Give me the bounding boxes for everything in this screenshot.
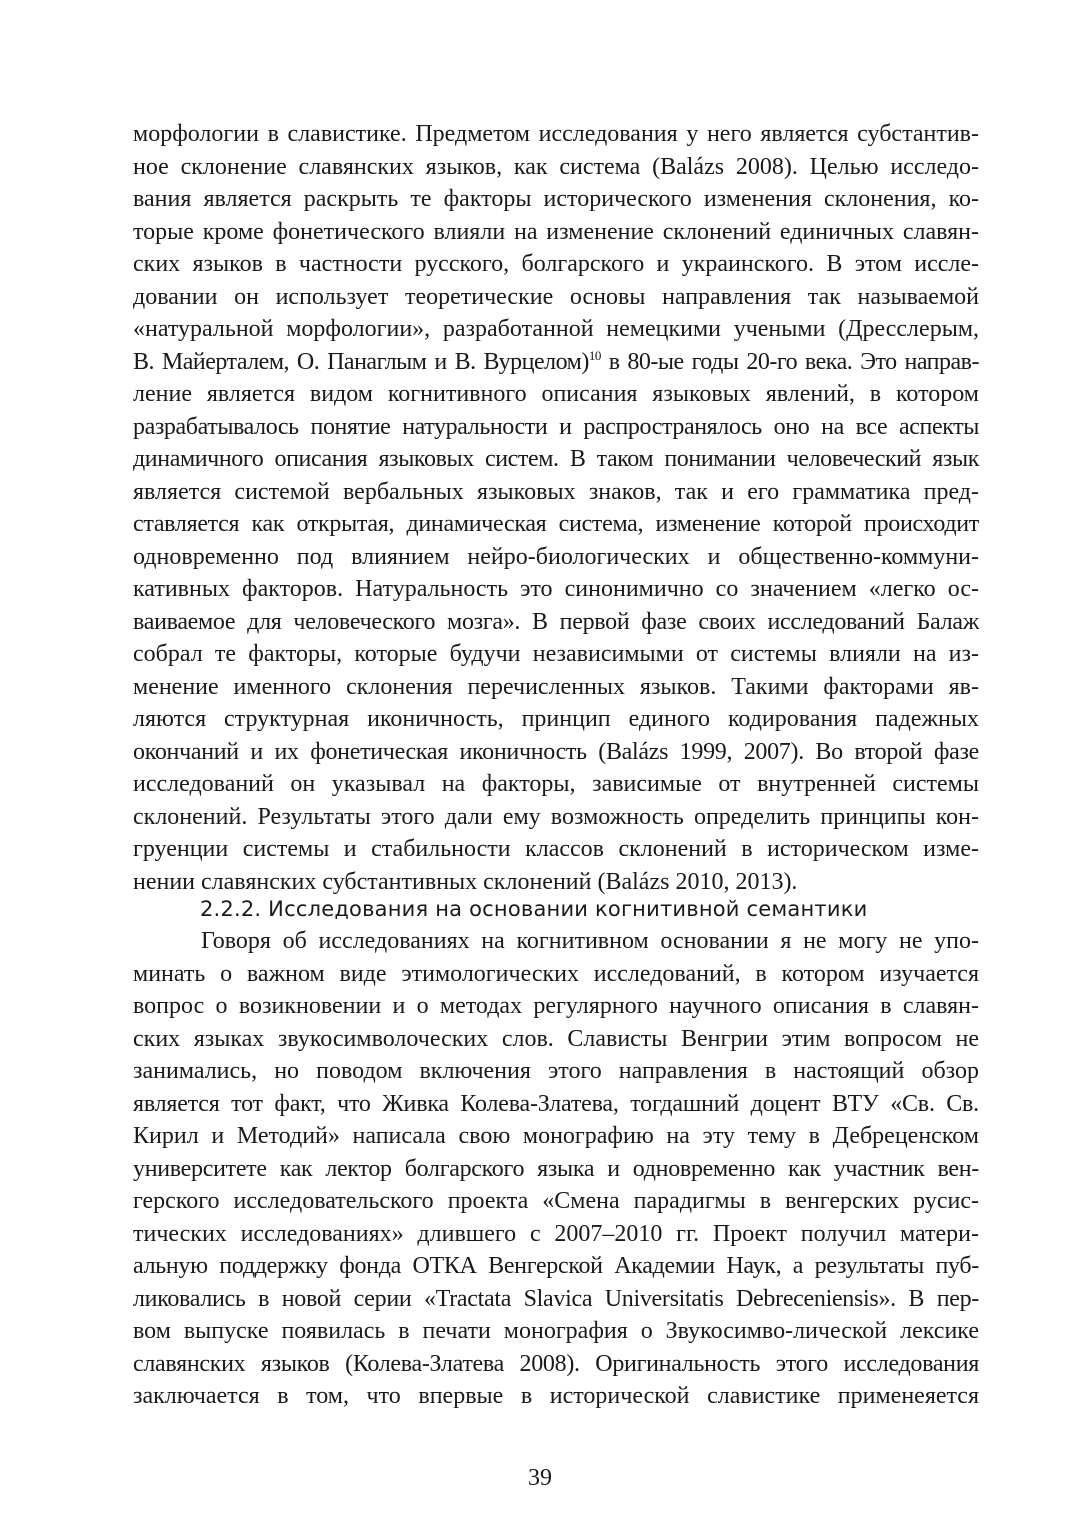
text-line: тических исследованиях» длившего с 2007–2010 гг. Проект получил матери-	[133, 1220, 979, 1247]
text-line: окончаний и их фонетическая иконичность (Balázs 1999, 2007). Во второй фазе	[133, 738, 979, 765]
text-line: ликовались в новой серии «Tractata Slavica Universitatis Debreceniensis». В пер-	[133, 1285, 979, 1312]
text-line: собрал те факторы, которые будучи независимыми от системы влияли на из-	[133, 641, 979, 667]
text-line: менение именного склонения перечисленных языков. Такими факторами яв-	[133, 673, 979, 700]
text-line: вания является раскрыть те факторы исторического изменения склонения, ко-	[133, 186, 979, 212]
text-line: вом выпуске появилась в печати монография о Звукосимво-лической лексике	[133, 1318, 979, 1344]
text-line: заключается в том, что впервые в исторической славистике применеяется	[133, 1383, 979, 1409]
text-line: ное склонение славянских языков, как система (Balázs 2008). Целью исследо-	[133, 153, 979, 180]
text-line: вопрос о возикновении и о методах регулярного научного описания в славян-	[133, 993, 979, 1019]
text-line: университете как лектор болгарского языка и одновременно как участник вен-	[133, 1155, 979, 1182]
text-line: Говоря об исследованиях на когнитивном основании я не могу не упо-	[201, 928, 979, 954]
text-line: динамичного описания языковых систем. В таком понимании человеческий язык	[133, 446, 979, 472]
text-line: ских языков в частности русского, болгарского и украинского. В этом иссле-	[133, 251, 979, 277]
page-number: 39	[528, 1465, 552, 1491]
section-heading: 2.2.2. Исследования на основании когнитивной семантики	[200, 897, 868, 921]
text-line: Кирил и Методий» написала свою монографию на эту тему в Дебреценском	[133, 1123, 979, 1149]
text-line: ставляется как открытая, динамическая система, изменение которой происходит	[133, 511, 979, 537]
text-line: склонений. Результаты этого дали ему возможность определить принципы кон-	[133, 803, 979, 830]
text-line: ляются структурная иконичность, принцип единого кодирования падежных	[133, 706, 979, 732]
text-line: кативных факторов. Натуральность это синонимично со значением «легко ос-	[133, 576, 979, 602]
text-line: является системой вербальных языковых знаков, так и его грамматика пред-	[133, 478, 979, 505]
text-line: занимались, но поводом включения этого направления в настоящий обзор	[133, 1058, 979, 1084]
text-line: разрабатывалось понятие натуральности и распространялось оно на все аспекты	[133, 413, 979, 440]
text-line: ваиваемое для человеческого мозга». В первой фазе своих исследований Балаж	[133, 608, 979, 635]
text-line: нении славянских субстантивных склонений (Balázs 2010, 2013).	[133, 868, 798, 895]
text-line: является тот факт, что Живка Колева-Златева, тогдашний доцент ВТУ «Св. Св.	[133, 1090, 979, 1117]
text-line: торые кроме фонетического влияли на изменение склонений единичных славян-	[133, 218, 979, 245]
text-line: минать о важном виде этимологических исследований, в котором изучается	[133, 960, 979, 987]
text-line: исследований он указывал на факторы, зависимые от внутренней системы	[133, 771, 979, 797]
paragraph-morphology	[133, 118, 979, 898]
text-line: герского исследовательского проекта «Смена парадигмы в венгерских русис-	[133, 1188, 979, 1214]
text-line: одновременно под влиянием нейро-биологических и общественно-коммуни-	[133, 543, 979, 570]
text-line: ских языках звукосимволоческих слов. Слависты Венгрии этим вопросом не	[133, 1025, 979, 1052]
text-line: довании он использует теоретические основы направления так называемой	[133, 283, 979, 310]
footnote-reference: 10	[588, 347, 601, 363]
text-line-with-footnote	[133, 346, 979, 379]
text-line: морфологии в славистике. Предметом исследования у него является субстантив-	[133, 121, 979, 147]
text-line: груенции системы и стабильности классов склонений в историческом изме-	[133, 836, 979, 862]
text-line: ление является видом когнитивного описания языковых явлений, в котором	[133, 381, 979, 407]
text-fragment: в 80-ые годы 20-го века. Это направ-	[600, 348, 979, 375]
text-line: «натуральной морфологии», разработанной немецкими учеными (Дресслерым,	[133, 316, 979, 342]
text-line: альную поддержку фонда ОТКА Венгерской Академии Наук, а результаты пуб-	[133, 1253, 979, 1279]
text-fragment: В. Майерталем, О. Панаглым и В. Вурцелом)	[133, 348, 589, 375]
text-line: славянских языков (Колева-Златева 2008). Оригинальность этого исследования	[133, 1350, 979, 1377]
paragraph-cognitive-semantics	[133, 925, 979, 1413]
